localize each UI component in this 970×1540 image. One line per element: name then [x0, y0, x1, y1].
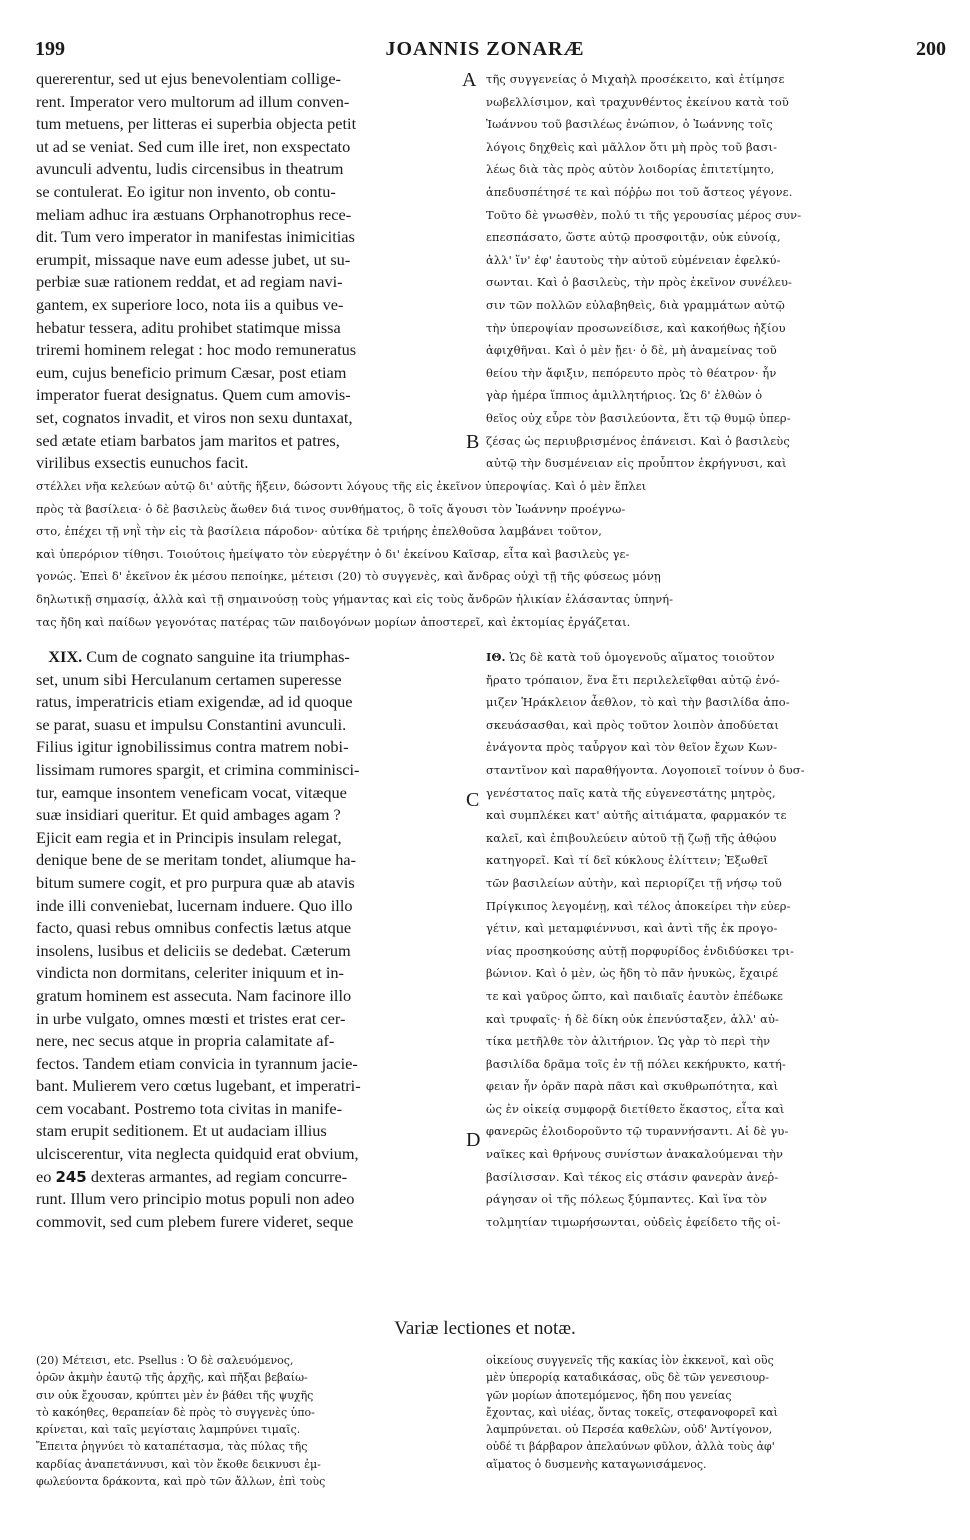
notes-heading: Variæ lectiones et notæ.	[394, 1318, 576, 1339]
text-line: eo 245 dexteras armantes, ad regiam concurre-	[36, 1166, 348, 1186]
text-line: set, cognatos invadit, et viros non sexu duntaxat,	[36, 407, 353, 427]
text-line: inde illi conveniebat, lucernam induere. Quo illo	[36, 895, 353, 915]
page-number-left: 199	[35, 38, 65, 60]
text-line: vindicta non dormitans, celeriter iniquum et in-	[36, 963, 344, 983]
text-line: commovit, sed cum plebem furere videret, seque	[36, 1211, 354, 1231]
greek-full-width	[36, 475, 936, 633]
text-line: φωλεύοντα δράκοντα, καὶ πρὸ τῶν ἄλλων, ἐπὶ τοὺς	[36, 1475, 326, 1489]
text-line: τῆς συγγενείας ὁ Μιχαὴλ προσέκειτο, καὶ ἐτίμησε	[486, 72, 785, 86]
text-line: οὐδέ τι βάρβαρον ἀπελαύνων φῦλον, ἀλλὰ τοὺς ἀφ'	[486, 1440, 775, 1454]
text-line: ἔχοντας, καὶ υἱέας, ὄντας τοκεῖς, στεφανοφορεῖ καὶ	[486, 1405, 778, 1419]
text-line: hebatur tessera, aditu prohibet statimque missa	[36, 317, 341, 337]
text-line: λέως διὰ τὰς πρὸς αὐτὸν λοιδορίας ἐπιτετίμητο,	[486, 162, 775, 177]
text-line: stam erupit seditionem. Et ut audaciam illius	[36, 1121, 327, 1141]
text-line: σκευάσασθαι, καὶ πρὸς τοῦτον λοιπὸν ἀποδύεται	[486, 717, 780, 732]
text-line: σιν τῶν πολλῶν εὐλαβηθεὶς, διὰ γραμμάτων αὐτῷ	[486, 297, 785, 312]
text-line: στο, ἐπέχει τῇ νηῒ τὴν εἰς τὰ βασίλεια πάροδον· αὐτίκα δὲ τριήρης ἐπελθοῦσα λαμβάνει τοῦτον,	[36, 524, 602, 539]
text-line: νίας προσηκούσης αὐτῇ πορφυρίδος ἐνδιδύσκει τρι-	[486, 943, 794, 958]
text-line: gantem, ex superiore loco, nota iis a quibus ve-	[36, 294, 344, 314]
text-line: ἤρατο τρόπαιον, ἕνα ἔτι περιλελεῖφθαι αὐτῷ ἐνό-	[486, 672, 780, 687]
text-line: ἀπεδυσπέτησέ τε καὶ πόῤῥω ποι τοῦ ἄστεος γέγονε.	[486, 184, 793, 199]
text-line: τολμητίαν τιμωρήσωνται, οὐδεὶς ἐφείδετο τῆς οἰ-	[486, 1214, 781, 1229]
text-line: set, unum sibi Herculanum certamen superesse	[36, 669, 342, 689]
text-line: quererentur, sed ut ejus benevolentiam collige-	[36, 69, 341, 88]
text-line: ὡς ἐν οἰκείᾳ συμφορᾷ διετίθετο ἕκαστος, εἶτα καὶ	[486, 1101, 785, 1116]
text-line: tum metuens, per litteras ei superbia objecta petit	[36, 114, 357, 134]
text-line: καὶ συμπλέκει κατ' αὐτῆς αἰτιάματα, φαρμακόν τε	[486, 808, 787, 823]
text-line: Ejicit eam regia et in Principis insulam relegat,	[36, 827, 342, 847]
latin-column-xix	[36, 646, 454, 1233]
section-number: XIX.	[48, 647, 83, 666]
text-line: μὲν ὑπερορίᾳ καταδικάσας, οὓς δὲ τῶν γενεσιουρ-	[486, 1371, 769, 1385]
text-line: γέτιν, καὶ μεταμφιέννυσι, καὶ ἀντὶ τῆς ἐκ προγο-	[486, 921, 778, 936]
text-line: rent. Imperator vero multorum ad illum conven-	[36, 91, 350, 111]
text-line: runt. Illum vero principio motus populi non adeo	[36, 1189, 355, 1209]
text-line: αὐτῷ τὴν δυσμένειαν εἰς προὖπτον ἐκρήγνυσι, καὶ	[486, 456, 787, 471]
margin-letter-c: C	[466, 789, 480, 811]
text-line: λόγοις δηχθεὶς καὶ μᾶλλον ὅτι μὴ πρὸς τοῦ βασι-	[486, 139, 778, 154]
text-line: Ἔπειτα ῥηγνύει τὸ καταπέτασμα, τὰς πύλας τῆς	[36, 1440, 308, 1454]
text-line: στέλλει νῆα κελεύων αὐτῷ δι' αὐτῆς ἥξειν, δώσοντι λόγους τῆς εἰς ἐκεῖνον ὑπεροψίας. Καὶ ὁ μὲν ἔπλει	[36, 479, 647, 493]
text-line: Cum de cognato sanguine ita triumphas-	[86, 647, 350, 666]
text-line: bant. Mulierem vero cœtus lugebant, et imperatri-	[36, 1076, 361, 1096]
text-line: in urbe vulgato, omnes mœsti et tristes erat cer-	[36, 1008, 346, 1028]
text-line: βασιλίδα δρᾶμα τοῖς ἐν τῇ πόλει κεκήρυκτο, κατή-	[486, 1056, 787, 1071]
page-number-right: 200	[916, 38, 946, 60]
text-line: γονώς. Ἐπεὶ δ' ἐκεῖνον ἐκ μέσου πεποίηκε, μέτεισι (20) τὸ συγγενὲς, καὶ ἄνδρας οὐχὶ τῇ τῆς φύσεως μόνῃ	[36, 569, 661, 584]
text-line: Ὡς δὲ κατὰ τοῦ ὁμογενοῦς αἵματος τοιοῦτον	[509, 650, 775, 664]
text-line: Ἰωάννου τοῦ βασιλέως ἐνώπιον, ὁ Ἰωάννης τοῖς	[486, 117, 773, 132]
text-line: φειαν ἦν ὁρᾶν παρὰ πᾶσι καὶ σκυθρωπότητα, καὶ	[486, 1079, 779, 1094]
section-number: ΙΘ.	[486, 650, 506, 664]
text-line: φανερῶς ἐλοιδοροῦντο τῷ τυραννήσαντι. Αἱ δὲ γυ-	[486, 1124, 789, 1139]
text-line: επεσπάσατο, ὥστε αὐτῷ προσφοιτᾷν, οὐκ εὐνοίᾳ,	[486, 230, 781, 245]
text-line: nere, nec secus atque in propria calamitate af-	[36, 1031, 335, 1051]
text-line: ulciscerentur, vita neglecta quidquid erat obvium,	[36, 1144, 359, 1164]
running-title: JOANNIS ZONARÆ	[385, 38, 585, 60]
text-line: cem vocabant. Postremo tota civitas in manife-	[36, 1098, 343, 1118]
greek-column-xix	[486, 646, 936, 1233]
notes-right-column	[486, 1352, 936, 1473]
text-line: ζέσας ὡς περιυβρισμένος ἐπάνεισι. Καὶ ὁ βασιλεὺς	[486, 433, 790, 448]
text-line: τίκα μετῆλθε τὸν ἀλιτήριον. Ὡς γὰρ τὸ περὶ τὴν	[486, 1034, 771, 1049]
text-line: καὶ ὑπερόριον τίθησι. Τοιούτοις ἠμείψατο τὸν εὐεργέτην ὁ δι' ἐκείνου Καῖσαρ, εἶτα καὶ βασιλεὺς γε-	[36, 546, 630, 561]
text-line: suæ insidiari queritur. Et quid ambages agam ?	[36, 805, 341, 825]
text-line: avunculi adventu, ludis circensibus in theatrum	[36, 159, 344, 179]
text-line: eum, cujus beneficio primum Cæsar, post etiam	[36, 362, 347, 382]
text-line: Πρίγκιπος λεγομένῃ, καὶ τέλος ἀποκείρει τὴν εὐερ-	[486, 898, 791, 913]
text-line: τὸ κακόηθες, θεραπείαν δὲ πρὸς τὸ συγγενὲς ὑπο-	[36, 1405, 315, 1419]
text-line: θείου τὴν ἄφιξιν, πεπόρευτο πρὸς τὸ θέατρον· ἦν	[486, 365, 777, 380]
text-line: ράγησαν οἱ τῆς πόλεως ξύμπαντες. Καὶ ἵνα τὸν	[486, 1192, 768, 1207]
margin-letter-a: A	[462, 69, 477, 91]
text-line: γῶν μορίων ἀποτεμόμενος, ἤδη που γενείας	[486, 1388, 732, 1402]
text-line: λαμπρύνεται. οὐ Περσέα καθελὼν, οὐδ' Ἀντίγονον,	[486, 1423, 773, 1437]
text-line: ratus, imperatricis etiam exigendæ, ad id quoque	[36, 692, 353, 712]
text-line: se contulerat. Eo igitur non invento, ob contu-	[36, 181, 336, 201]
text-line: καὶ τρυφαῖς· ἡ δὲ δίκη οὐκ ἐπενύσταξεν, ἀλλ' αὐ-	[486, 1011, 780, 1026]
text-line: denique bene de se meritam tondet, aliumque ha-	[36, 850, 357, 870]
text-line	[36, 646, 454, 669]
text-line: βασίλισσαν. Καὶ τέκος εἰς στάσιν φανερὰν ἀνεῤ-	[486, 1169, 779, 1184]
text-line: αἵματος ὁ δυσμενὴς καταγωνισάμενος.	[486, 1457, 707, 1471]
latin-column-top	[36, 68, 454, 475]
text-line: ἀλλ' ἵν' ἐφ' ἑαυτοὺς τὴν αὐτοῦ εὐμένειαν ἐφελκύ-	[486, 252, 781, 267]
text-line: τε καὶ γαῦρος ὤπτο, καὶ παιδιαῖς ἑαυτὸν ἐπέδωκε	[486, 988, 784, 1003]
text-line: θεῖος οὐχ εὗρε τὸν βασιλεύοντα, ἔτι τῷ θυμῷ ὑπερ-	[486, 410, 791, 425]
text-line: ἐνάγοντα πρὸς ταὖργον καὶ τὸν θεῖον ἔχων Κων-	[486, 740, 778, 755]
text-line: πρὸς τὰ βασίλεια· ὁ δὲ βασιλεὺς ἄωθεν διά τινος συνθήματος, ὃ τοῖς ἄγουσι τὸν Ἰωάννην προέγνω-	[36, 501, 626, 516]
text-line: καρδίας ἀναπετάννυσι, καὶ τὸν ἔκοθε δεικνυσι ἐμ-	[36, 1457, 321, 1471]
text-line: γὰρ ἡμέρα ἵππιος ἁμιλλητήριος. Ὡς δ' ἐλθὼν ὁ	[486, 388, 763, 403]
text-line: dit. Tum vero imperator in manifestas inimicitias	[36, 227, 355, 247]
text-line: ut ad se veniat. Sed cum ille iret, non exspectato	[36, 136, 351, 156]
text-line: σταντῖνον καὶ παραθήγοντα. Λογοποιεῖ τοίνυν ὁ δυσ-	[486, 762, 805, 777]
text-line: ὁρῶν ἀκμὴν ἑαυτῷ τῆς ἀρχῆς, καὶ πῆξαι βεβαίω-	[36, 1371, 308, 1385]
text-line: οἰκείους συγγενεῖς τῆς κακίας ἰὸν ἐκκενοῖ, καὶ οὓς	[486, 1354, 774, 1367]
text-line: κατηγορεῖ. Καὶ τί δεῖ κύκλους ἑλίττειν; Ἐξωθεῖ	[486, 853, 769, 868]
text-line: (20) Μέτεισι, etc. Psellus : Ὁ δὲ σαλευόμενος,	[36, 1354, 294, 1367]
text-line: facto, quasi rebus omnibus confectis lætus atque	[36, 918, 352, 938]
column-marker-number: 245	[55, 1167, 87, 1186]
text-line: σωνται. Καὶ ὁ βασιλεὺς, τὴν πρὸς ἐκεῖνον συνέλευ-	[486, 275, 793, 290]
text-line: erumpit, missaque nave eum adesse jubet, ut su-	[36, 249, 351, 269]
text-line: σιν οὐκ ἔχουσαν, κρύπτει μὲν ἐν βάθει τῆς ψυχῆς	[36, 1388, 314, 1402]
text-line: Filius igitur ignobilissimus contra matrem nobi-	[36, 737, 349, 757]
text-line: δηλωτικῇ σημασίᾳ, ἀλλὰ καὶ τῇ σημαινούσῃ τοὺς γήμαντας καὶ εἰς τοὺς ἄνδρῶν ἡλικίαν ἐλάσαντας ὑπηνή-	[36, 591, 674, 606]
text-line: se parat, suasu et impulsu Constantini avunculi.	[36, 714, 347, 734]
text-line: κρίνεται, καὶ ταῖς μεγίσταις λαμπρύνει τιμαῖς.	[36, 1423, 301, 1437]
text-line: imperator fuerat designatus. Quem cum amovis-	[36, 385, 351, 405]
text-line: meliam adhuc ira æstuans Orphanotrophus rece-	[36, 204, 352, 224]
text-line: gratum hominem est assecuta. Nam facinore illo	[36, 985, 352, 1005]
text-line	[486, 646, 936, 669]
text-line: βώνιον. Καὶ ὁ μὲν, ὡς ἤδη τὸ πᾶν ἠνυκὼς, ἔχαιρέ	[486, 966, 779, 981]
text-line: ἀφιχθῆναι. Καὶ ὁ μὲν ᾔει· ὁ δὲ, μὴ ἀναμείνας τοῦ	[486, 343, 777, 358]
margin-letter-d: D	[466, 1129, 481, 1151]
text-line: τας ἤδη καὶ παίδων γεγονότας πατέρας τῶν παιδογόνων μορίων ἀποστερεῖ, καὶ ἐκτομίας ἐργάζεται.	[36, 614, 631, 629]
text-line: perbiæ suæ rationem reddat, et ad regiam navi-	[36, 272, 343, 292]
text-line: γενέστατος παῖς κατὰ τῆς εὐγενεστάτης μητρὸς,	[486, 785, 776, 800]
text-line: insolens, lusibus et deliciis se dedebat. Cæterum	[36, 940, 351, 960]
text-line: ναῖκες καὶ θρήνους συνίστων ἀνακαλούμεναι τὴν	[486, 1147, 784, 1162]
text-line: virilibus exsectis eunuchos facit.	[36, 453, 249, 473]
text-line: fectos. Tandem etiam convicia in tyrannum jacie-	[36, 1053, 358, 1073]
notes-left-column	[36, 1352, 456, 1490]
greek-column-top	[486, 68, 936, 475]
text-line: bitum sumere cogit, et pro purpura quæ ab atavis	[36, 872, 355, 892]
text-line: Τοῦτο δὲ γνωσθὲν, πολύ τι τῆς γερουσίας μέρος συν-	[486, 207, 802, 222]
text-line: τῶν βασιλείων αὐτὴν, καὶ περιορίζει τῇ νήσῳ τοῦ	[486, 875, 782, 890]
text-line: καλεῖ, καὶ ἐπιβουλεύειν αὐτοῦ τῇ ζωῇ τῆς ἀθῴου	[486, 830, 777, 845]
text-line: triremi hominem relegat : hoc modo remuneratus	[36, 340, 357, 360]
margin-letter-b: B	[466, 431, 480, 453]
text-line: lissimam rumores spargit, et crimina comminisci-	[36, 759, 360, 779]
text-line: sed ætate etiam barbatos jam maritos et patres,	[36, 430, 340, 450]
text-line: νωβελλίσιμον, καὶ τραχυνθέντος ἐκείνου κατὰ τοῦ	[486, 94, 789, 109]
text-line: tur, eamque insontem veneficam vocat, vitæque	[36, 782, 347, 802]
text-line: τὴν ὑπεροψίαν προσωνείδισε, καὶ κακοήθως ἠξίου	[486, 320, 786, 335]
text-line: μιζεν Ἡράκλειον ἆεθλον, τὸ καὶ τὴν βασιλίδα ἀπο-	[486, 695, 790, 710]
